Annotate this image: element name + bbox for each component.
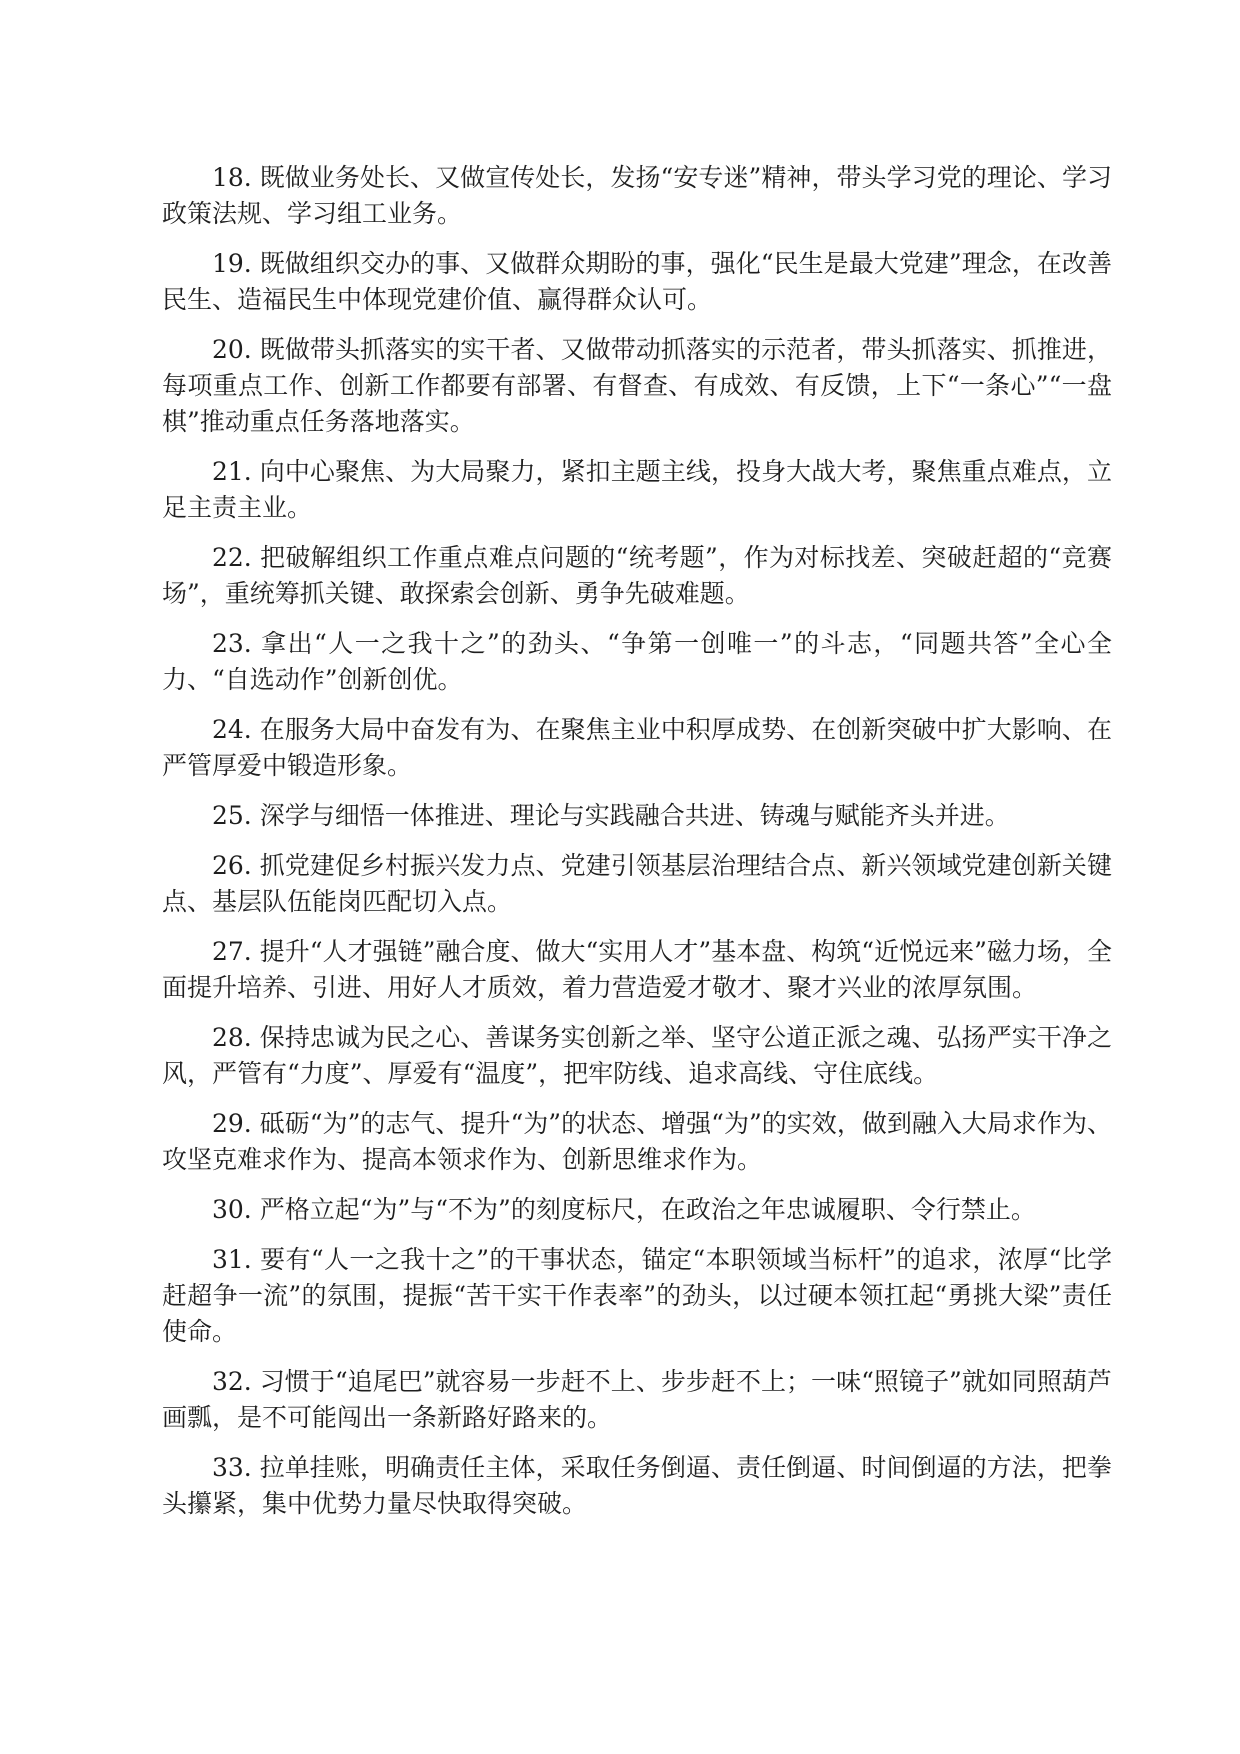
paragraph-29: 29. 砥砺“为”的志气、提升“为”的状态、增强“为”的实效，做到融入大局求作为、攻坚克难求作为、提高本领求作为、创新思维求作为。 — [162, 1109, 1112, 1174]
paragraph-33: 33. 拉单挂账，明确责任主体，采取任务倒逼、责任倒逼、时间倒逼的方法，把拳头攥紧，集中优势力量尽快取得突破。 — [162, 1453, 1112, 1518]
paragraph-23: 23. 拿出“人一之我十之”的劲头、“争第一创唯一”的斗志，“同题共答”全心全力、“自选动作”创新创优。 — [162, 629, 1112, 694]
paragraph-19: 19. 既做组织交办的事、又做群众期盼的事，强化“民生是最大党建”理念，在改善民生、造福民生中体现党建价值、赢得群众认可。 — [162, 249, 1112, 314]
paragraph-28: 28. 保持忠诚为民之心、善谋务实创新之举、坚守公道正派之魂、弘扬严实干净之风，严管有“力度”、厚爱有“温度”，把牢防线、追求高线、守住底线。 — [162, 1023, 1112, 1088]
paragraph-22: 22. 把破解组织工作重点难点问题的“统考题”，作为对标找差、突破赶超的“竞赛场”，重统筹抓关键、敢探索会创新、勇争先破难题。 — [162, 543, 1112, 608]
paragraph-20: 20. 既做带头抓落实的实干者、又做带动抓落实的示范者，带头抓落实、抓推进，每项重点工作、创新工作都要有部署、有督查、有成效、有反馈，上下“一条心”“一盘棋”推动重点任务落地落实。 — [162, 335, 1112, 436]
paragraph-25: 25. 深学与细悟一体推进、理论与实践融合共进、铸魂与赋能齐头并进。 — [212, 801, 1010, 830]
paragraph-31: 31. 要有“人一之我十之”的干事状态，锚定“本职领域当标杆”的追求，浓厚“比学赶超争一流”的氛围，提振“苦干实干作表率”的劲头，以过硬本领扛起“勇挑大梁”责任使命。 — [162, 1245, 1112, 1346]
paragraph-27: 27. 提升“人才强链”融合度、做大“实用人才”基本盘、构筑“近悦远来”磁力场，全面提升培养、引进、用好人才质效，着力营造爱才敬才、聚才兴业的浓厚氛围。 — [162, 937, 1112, 1002]
paragraph-18: 18. 既做业务处长、又做宣传处长，发扬“安专迷”精神，带头学习党的理论、学习政策法规、学习组工业务。 — [162, 163, 1112, 228]
paragraph-24: 24. 在服务大局中奋发有为、在聚焦主业中积厚成势、在创新突破中扩大影响、在严管厚爱中锻造形象。 — [162, 715, 1112, 780]
paragraph-32: 32. 习惯于“追尾巴”就容易一步赶不上、步步赶不上；一味“照镜子”就如同照葫芦画瓢，是不可能闯出一条新路好路来的。 — [162, 1367, 1112, 1432]
paragraph-26: 26. 抓党建促乡村振兴发力点、党建引领基层治理结合点、新兴领域党建创新关键点、基层队伍能岗匹配切入点。 — [162, 851, 1112, 916]
paragraph-21: 21. 向中心聚焦、为大局聚力，紧扣主题主线，投身大战大考，聚焦重点难点，立足主责主业。 — [162, 457, 1112, 522]
document-body — [162, 160, 1112, 1536]
paragraph-30: 30. 严格立起“为”与“不为”的刻度标尺，在政治之年忠诚履职、令行禁止。 — [212, 1195, 1036, 1224]
